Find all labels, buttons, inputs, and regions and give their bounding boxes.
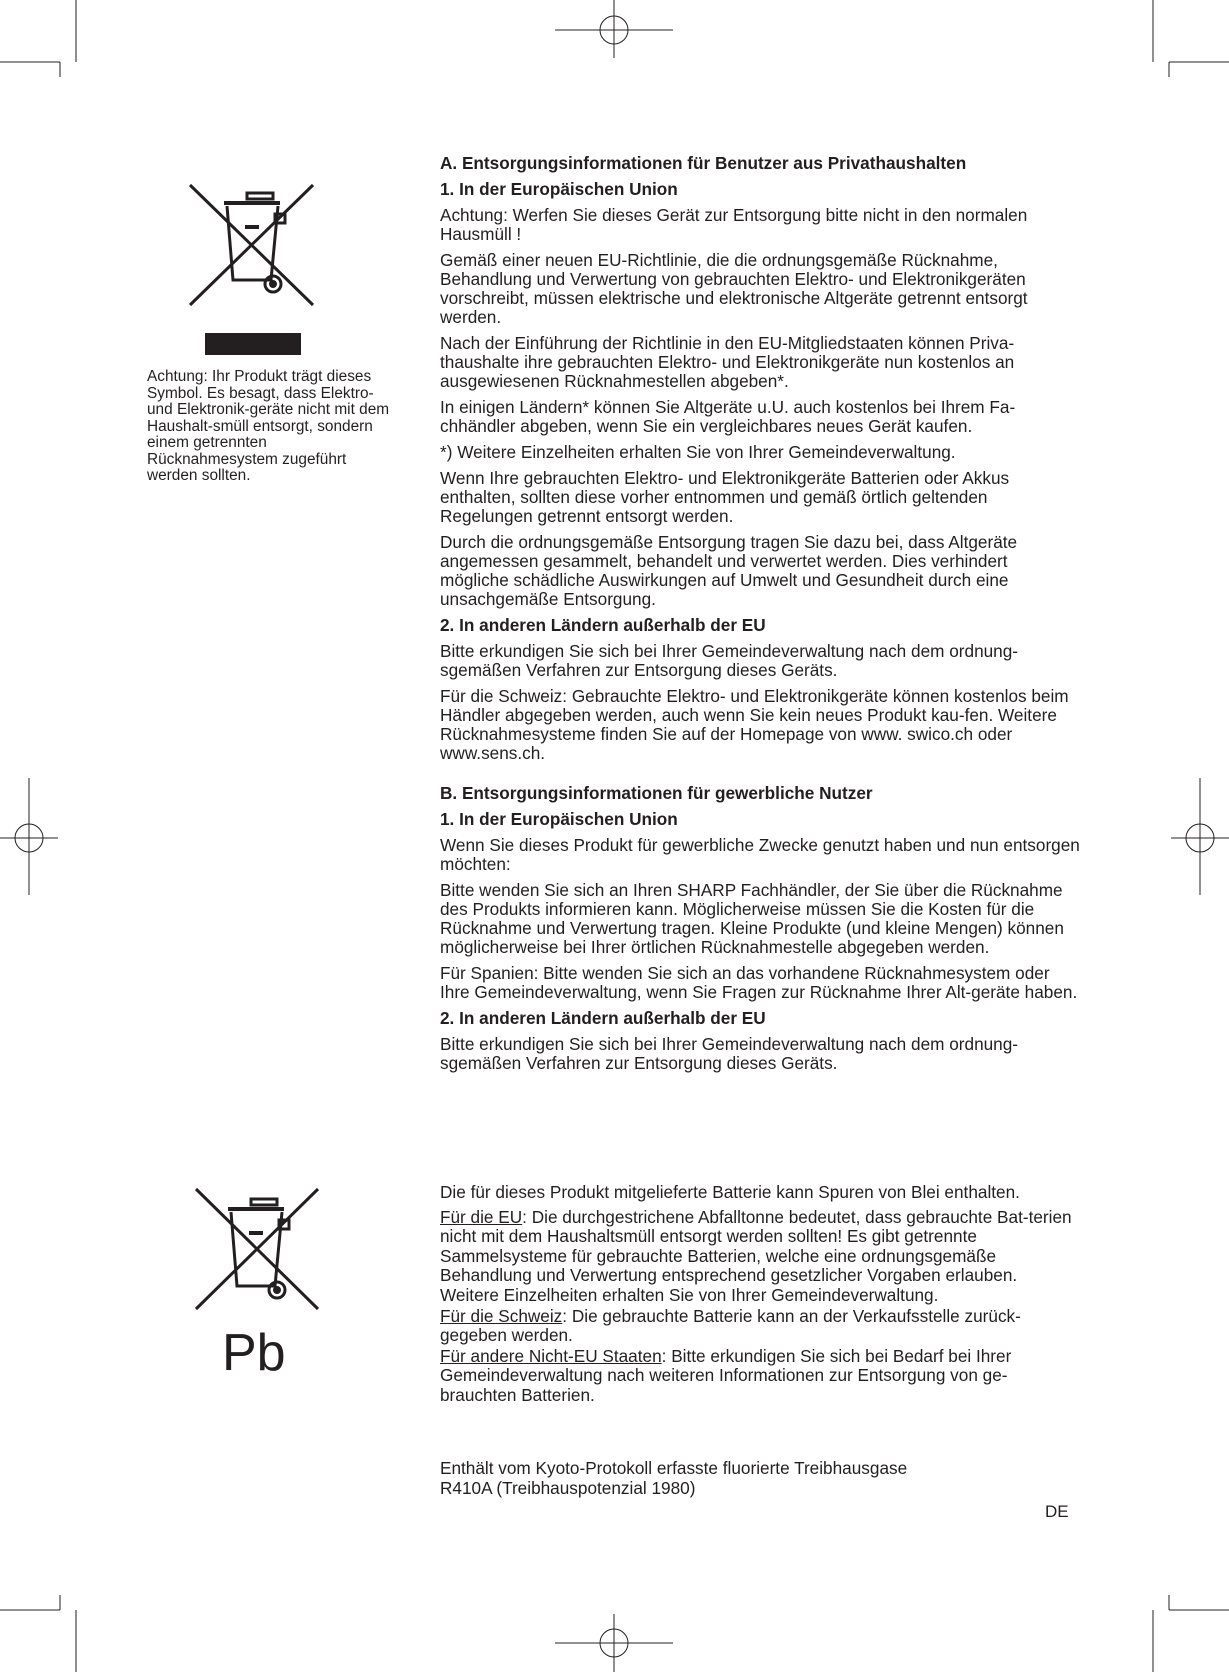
weee-caption xyxy=(147,369,392,485)
kyoto-line1: Enthält vom Kyoto-Protokoll erfasste fluorierte Treibhausgase xyxy=(440,1458,908,1478)
section-b-sub1: 1. In der Europäischen Union xyxy=(440,809,678,829)
battery-other-text: : Bitte erkundigen Sie sich bei Bedarf bei Ihrer Gemeindeverwaltung nach weiteren Informationen zur Entsorgung von ge-brauchten Batterien. xyxy=(440,1345,1012,1405)
battery-other xyxy=(440,1347,1080,1406)
kyoto-line2: R410A (Treibhauspotenzial 1980) xyxy=(440,1478,696,1498)
battery-eu xyxy=(440,1208,1080,1306)
battery-ch-text: : Die gebrauchte Batterie kann an der Verkaufsstelle zurück-gegeben werden. xyxy=(440,1305,1021,1346)
section-a-p3: Nach der Einführung der Richtlinie in den EU-Mitgliedstaaten können Priva-thaushalte ihre gebrauchten Elektro- und Elektronikgeräte nun kostenlos an ausgewiesenen Rücknahmestellen abgeben*. xyxy=(440,333,1015,391)
battery-ch-label: Für die Schweiz xyxy=(440,1305,563,1326)
section-b-p4: Bitte erkundigen Sie sich bei Ihrer Gemeindeverwaltung nach dem ordnung-sgemäßen Verfahren zur Entsorgung dieses Geräts. xyxy=(440,1034,1019,1073)
section-a-p4: In einigen Ländern* können Sie Altgeräte u.U. auch kostenlos bei Ihrem Fa-chhändler abgeben, wenn Sie ein vergleichbares neues Gerät kaufen. xyxy=(440,397,1016,436)
section-a-p1: Achtung: Werfen Sie dieses Gerät zur Entsorgung bitte nicht in den normalen Hausmüll ! xyxy=(440,205,1028,244)
kyoto-notice xyxy=(440,1458,1080,1498)
section-b-p2: Bitte wenden Sie sich an Ihren SHARP Fachhändler, der Sie über die Rücknahme des Produkts informieren kann. Möglicherweise müssen Sie die Kosten für die Rücknahme und Verwertung tragen. Kleine Produkte (und kleine Mengen) können möglicherweise bei Ihrer örtlichen Rücknahmestelle abgegeben werden. xyxy=(440,880,1064,957)
section-b-p1: Wenn Sie dieses Produkt für gewerbliche Zwecke genutzt haben und nun entsorgen möchten: xyxy=(440,835,1080,874)
section-a-p2: Gemäß einer neuen EU-Richtlinie, die die ordnungsgemäße Rücknahme, Behandlung und Verwertung von gebrauchten Elektro- und Elektronikgeräten vorschreibt, müssen elektrische und elektronische Altgeräte getrennt entsorgt werden. xyxy=(440,250,1028,327)
section-b-p3: Für Spanien: Bitte wenden Sie sich an das vorhandene Rücknahmesystem oder Ihre Gemeindeverwaltung, wenn Sie Fragen zur Rücknahme Ihrer Alt-geräte haben. xyxy=(440,963,1078,1002)
battery-info xyxy=(440,1183,1080,1407)
battery-p1: Die für dieses Produkt mitgelieferte Batterie kann Spuren von Blei enthalten. xyxy=(440,1182,1020,1202)
weee-caption-text: Achtung: Ihr Produkt trägt dieses Symbol. Es besagt, dass Elektro- und Elektronik-geräte nicht mit dem Haushalt-smüll entsorgt, sondern einem getrennten Rücknahmesystem zugeführt werden sollten. xyxy=(147,368,390,484)
section-a-p6: Wenn Ihre gebrauchten Elektro- und Elektronikgeräte Batterien oder Akkus enthalten, sollten diese vorher entnommen und gemäß örtlich geltenden Regelungen getrennt entsorgt werden. xyxy=(440,468,1010,526)
lead-symbol: Pb xyxy=(222,1324,286,1382)
disposal-info xyxy=(440,154,1080,1080)
section-a-p5: *) Weitere Einzelheiten erhalten Sie von Ihrer Gemeindeverwaltung. xyxy=(440,442,956,462)
battery-eu-label: Für die EU xyxy=(440,1206,523,1227)
section-a-p8: Bitte erkundigen Sie sich bei Ihrer Gemeindeverwaltung nach dem ordnung-sgemäßen Verfahren zur Entsorgung dieses Geräts. xyxy=(440,641,1019,680)
section-a-title: A. Entsorgungsinformationen für Benutzer aus Privathaushalten xyxy=(440,153,967,173)
battery-other-label: Für andere Nicht-EU Staaten xyxy=(440,1345,662,1366)
section-b-sub2: 2. In anderen Ländern außerhalb der EU xyxy=(440,1008,766,1028)
battery-bin-icon xyxy=(193,1186,321,1312)
crossed-bin-icon xyxy=(187,182,317,308)
section-a-p7: Durch die ordnungsgemäße Entsorgung tragen Sie dazu bei, dass Altgeräte angemessen gesammelt, behandelt und verwertet werden. Dies verhindert mögliche schädliche Auswirkungen auf Umwelt und Gesundheit durch eine unsachgemäße Entsorgung. xyxy=(440,532,1018,609)
page-language-code: DE xyxy=(1045,1502,1069,1521)
weee-date-bar xyxy=(205,333,301,355)
battery-eu-text: : Die durchgestrichene Abfalltonne bedeutet, dass gebrauchte Bat-terien nicht mit dem Haushaltsmüll entsorgt werden sollten! Es gibt getrennte Sammelsysteme für gebrauchte Batterien, welche eine ordnungsgemäße Behandlung und Verwertung entsprechend gesetzlicher Vorgaben erlauben. Weitere Einzelheiten erhalten Sie von Ihrer Gemeindeverwaltung. xyxy=(440,1206,1072,1305)
section-a-sub1: 1. In der Europäischen Union xyxy=(440,179,678,199)
section-a-sub2: 2. In anderen Ländern außerhalb der EU xyxy=(440,615,766,635)
section-a-p9: Für die Schweiz: Gebrauchte Elektro- und Elektronikgeräte können kostenlos beim Händler abgegeben werden, auch wenn Sie kein neues Produkt kau-fen. Weitere Rücknahmesysteme finden Sie auf der Homepage von www. swico.ch oder www.sens.ch. xyxy=(440,686,1069,763)
battery-ch xyxy=(440,1307,1080,1346)
section-b-title: B. Entsorgungsinformationen für gewerbliche Nutzer xyxy=(440,783,873,803)
